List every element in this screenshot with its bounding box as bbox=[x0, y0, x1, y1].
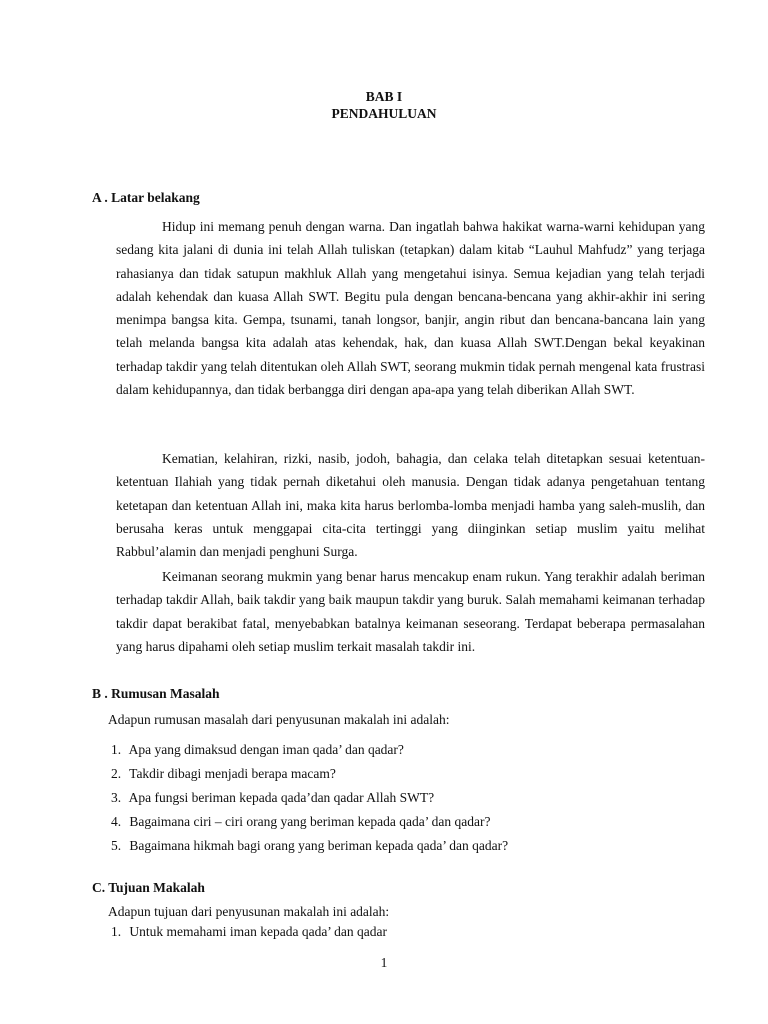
list-text: Untuk memahami iman kepada qada’ dan qadar bbox=[129, 924, 388, 939]
list-number: 3. bbox=[111, 790, 122, 805]
chapter-title: PENDAHULUAN bbox=[331, 106, 437, 121]
tujuan-list bbox=[111, 920, 387, 944]
list-item bbox=[111, 762, 508, 786]
paragraph-2-text: Kematian, kelahiran, rizki, nasib, jodoh, bahagia, dan celaka telah ditetapkan sesuai ketentuan-ketentuan Ilahiah yang tidak pernah diketahui oleh manusia. Dengan tidak adanya pengetahuan tentang ketetapan dan ketentuan Allah ini, maka kita harus berlomba-lomba menjadi hamba yang saleh-muslih, dan berusaha keras untuk menggapai cita-cita tertinggi yang diinginkan setiap muslim yaitu melihat Rabbul’alamin dan menjadi penghuni Surga. bbox=[116, 451, 705, 560]
rumusan-list bbox=[111, 738, 508, 858]
tujuan-intro: Adapun tujuan dari penyusunan makalah ini adalah: bbox=[108, 904, 390, 919]
rumusan-intro: Adapun rumusan masalah dari penyusunan makalah ini adalah: bbox=[108, 712, 450, 727]
paragraph-1 bbox=[116, 215, 705, 401]
list-item bbox=[111, 834, 508, 858]
list-number: 5. bbox=[111, 838, 122, 853]
section-heading-b: B . Rumusan Masalah bbox=[92, 686, 220, 701]
paragraph-3-text: Keimanan seorang mukmin yang benar harus mencakup enam rukun. Yang terakhir adalah beriman terhadap takdir Allah, baik takdir yang baik maupun takdir yang buruk. Salah memahami keimanan terhadap takdir dapat berakibat fatal, menyebabkan batalnya keimanan seseorang. Terdapat beberapa permasalahan yang harus dipahami oleh setiap muslim terkait masalah takdir ini. bbox=[116, 569, 705, 654]
section-heading-c: C. Tujuan Makalah bbox=[92, 880, 205, 895]
list-item bbox=[111, 810, 508, 834]
list-item bbox=[111, 786, 508, 810]
list-text: Apa yang dimaksud dengan iman qada’ dan qadar? bbox=[128, 742, 404, 757]
chapter-number: BAB I bbox=[365, 89, 403, 104]
list-number: 4. bbox=[111, 814, 122, 829]
paragraph-2 bbox=[116, 447, 705, 563]
section-heading-a: A . Latar belakang bbox=[92, 190, 200, 205]
list-number: 1. bbox=[111, 924, 122, 939]
paragraph-1-text: Hidup ini memang penuh dengan warna. Dan ingatlah bahwa hakikat warna-warni kehidupan yang sedang kita jalani di dunia ini telah Allah tuliskan (tetapkan) dalam kitab “Lauhul Mahfudz” yang terjaga rahasianya dan tidak satupun makhluk Allah yang mengetahui isinya. Semua kejadian yang telah terjadi adalah kehendak dan kuasa Allah SWT. Begitu pula dengan bencana-bencana yang akhir-akhir ini sering menimpa bangsa kita. Gempa, tsunami, tanah longsor, banjir, angin ribut dan bencana-bancana lain yang telah melanda bangsa kita adalah atas kehendak, hak, dan kuasa Allah SWT.Dengan bekal keyakinan terhadap takdir yang telah ditentukan oleh Allah SWT, seorang mukmin tidak pernah mengenal kata frustrasi dalam kehidupannya, dan tidak berbangga diri dengan apa-apa yang telah diberikan Allah SWT. bbox=[116, 219, 705, 398]
page-number: 1 bbox=[380, 955, 388, 970]
list-number: 2. bbox=[111, 766, 122, 781]
list-text: Apa fungsi beriman kepada qada’dan qadar Allah SWT? bbox=[128, 790, 435, 805]
list-item bbox=[111, 920, 387, 944]
list-number: 1. bbox=[111, 742, 122, 757]
paragraph-3 bbox=[116, 565, 705, 658]
list-text: Takdir dibagi menjadi berapa macam? bbox=[129, 766, 336, 781]
list-text: Bagaimana hikmah bagi orang yang beriman kepada qada’ dan qadar? bbox=[129, 838, 509, 853]
list-text: Bagaimana ciri – ciri orang yang beriman kepada qada’ dan qadar? bbox=[129, 814, 491, 829]
list-item bbox=[111, 738, 508, 762]
